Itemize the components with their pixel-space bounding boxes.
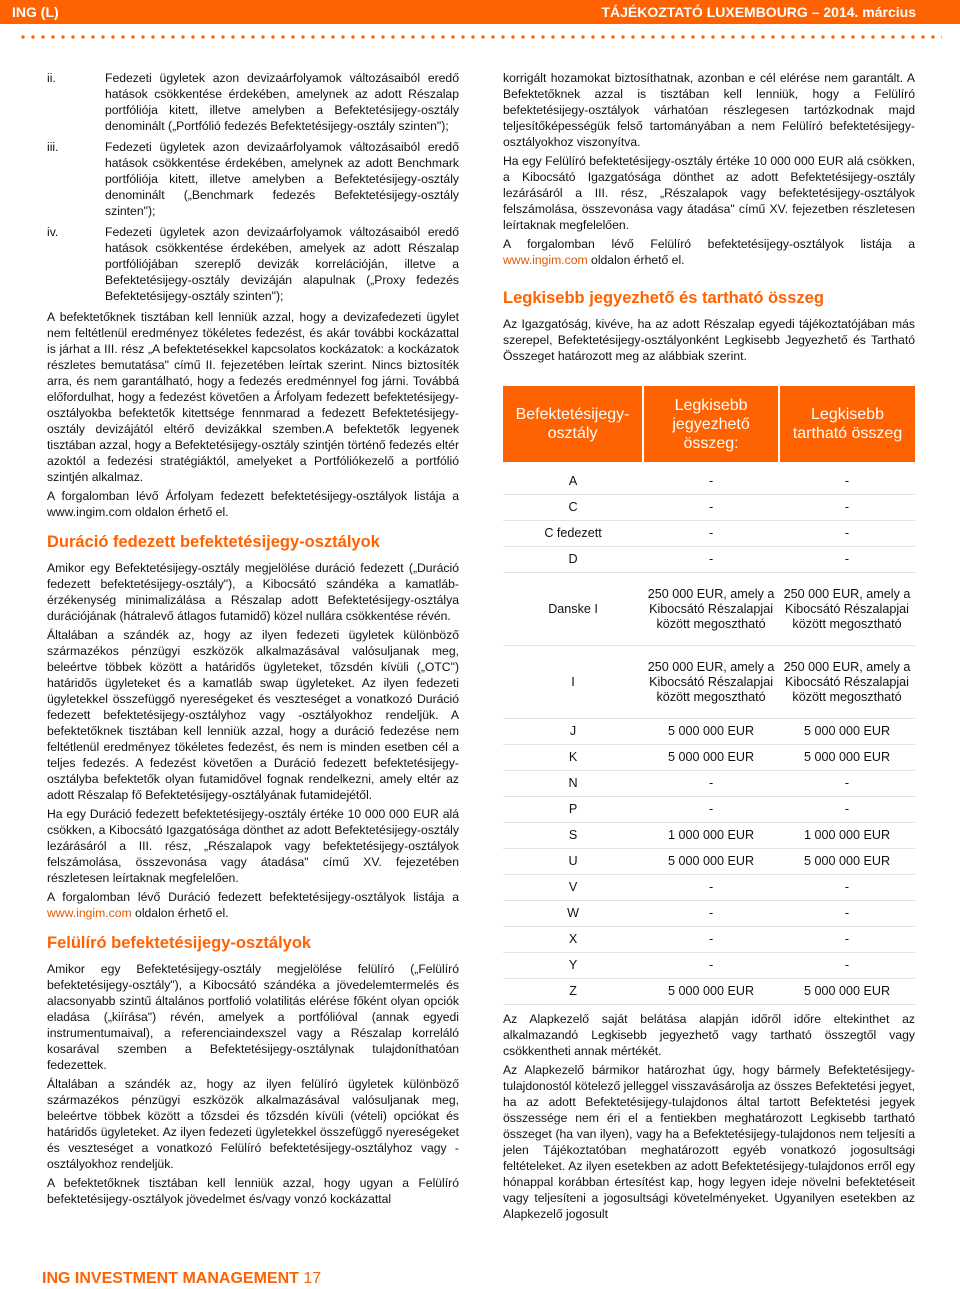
cell-holding: - [779,901,915,927]
paragraph: A forgalomban lévő Árfolyam fedezett befektetésijegy-osztályok listája a www.ingim.com oldalon érhető el. [47,489,459,519]
paragraph-text: A forgalomban lévő Duráció fedezett befektetésijegy-osztályok listája a [47,890,459,904]
cell-holding: 5 000 000 EUR [779,849,915,875]
cell-holding: 1 000 000 EUR [779,823,915,849]
cell-class: I [503,646,643,719]
cell-class: W [503,901,643,927]
column-header-subscription: Legkisebb jegyezhető összeg: [643,386,779,462]
cell-class: X [503,927,643,953]
paragraph: A befektetőknek tisztában kell lenniük azzal, hogy a devizafedezeti ügylet nem feltétlenül eredményez tökéletes fedezést, és akár további kockázattal is járhat a III. rész „A befektetésekkel kapcsolatos kockázatok: a kockázatok részletes bemutatása" című II. fejezetében leírtak szerint. Nincs biztosíték arra, és nem garantálható, hogy a fedezés eredménnyel fog járni. Továbbá előfordulhat, hogy a fedezést követően a Árfolyam fedezett befektetésijegy-osztályokba befektetők kitettsége fennmarad a fedezett Befektetésijegy-osztály devizájától eltérő devizákkal szemben.A befektetők legyenek tisztában azzal, hogy a Befektetésijegy-osztály szintjén történő fedezés eltér azoktól a fedezési stratégiáktól, amelyeket a Portfóliókezelő a portfólió szintjén alkalmaz. [47,310,459,484]
table-row [503,521,915,547]
header-right: TÁJÉKOZTATÓ LUXEMBOURG – 2014. március [601,4,916,20]
cell-holding: - [779,953,915,979]
table-row [503,823,915,849]
cell-class: N [503,771,643,797]
cell-holding: - [779,875,915,901]
paragraph [503,236,915,268]
table-row [503,495,915,521]
section-heading-minimum: Legkisebb jegyezhető és tartható összeg [503,289,824,307]
left-column [47,70,459,1210]
cell-subscription: - [643,495,779,521]
paragraph-text: oldalon érhető el. [131,906,229,920]
cell-subscription: 5 000 000 EUR [643,719,779,745]
paragraph: Az Igazgatóság, kivéve, ha az adott Részalap egyedi tájékoztatójában más szerepel, Befektetésijegy-osztályonként Legkisebb Jegyezhető és Tartható Összeget határozott meg az alábbiak szerint. [503,317,915,363]
footer [42,1270,321,1288]
footer-brand: ING INVESTMENT MANAGEMENT [42,1270,299,1287]
cell-holding: - [779,927,915,953]
cell-class: C fedezett [503,521,643,547]
cell-class: Z [503,979,643,1005]
cell-class: J [503,719,643,745]
list-item [47,139,459,219]
cell-class: D [503,547,643,573]
table-row [503,573,915,646]
paragraph: Általában a szándék az, hogy az ilyen fedezeti ügyletek különböző származékos pénzügyi eszközök alkalmazásával valósuljanak meg, beleértve többek között a határidős ügyleteket, tőzsdén kívüli („OTC") határidős ügyleteket és a kamatláb swap ügyleteket. Az ilyen fedezeti ügyletekkel összefüggő nyereségeket és veszteséget a vonatkozó Duráció fedezett befektetésijegy-osztályhoz vagy -osztályokhoz rendeljük. A befektetőknek tisztában kell lenniük azzal, hogy a duráció fedezése nem feltétlenül eredményez tökéletes fedezést, és nem is minden esetben cél a teljes fedezés. A fedezést követően a Duráció fedezett befektetésijegy-osztályba befektetők olyan futamidővel fognak rendelkezni, amely eltér az adott Részalap fő Befektetésijegy-osztályának futamidejétől. [47,628,459,802]
cell-subscription: - [643,927,779,953]
cell-subscription: - [643,521,779,547]
paragraph: Általában a szándék az, hogy az ilyen felülíró ügyletek különböző származékos pénzügyi eszközök alkalmazásával valósuljanak meg, beleértve többek között a tőzsdei és tőzsdén kívüli (vételi) opciókat és határidős ügyleteket. Az ilyen fedezeti ügyletekkel összefüggő nyereségeket és veszteséget a vonatkozó Felülíró befektetésijegy-osztályhoz vagy -osztályokhoz rendeljük. [47,1077,459,1171]
cell-class: A [503,462,643,495]
cell-holding: - [779,797,915,823]
table-row [503,719,915,745]
cell-class: S [503,823,643,849]
list-item-number: iii. [47,140,59,154]
header-left: ING (L) [12,4,59,20]
table-body [503,462,915,1005]
cell-class: U [503,849,643,875]
cell-subscription: - [643,771,779,797]
cell-subscription: 250 000 EUR, amely a Kibocsátó Részalapjai között megosztható [643,646,779,719]
cell-class: K [503,745,643,771]
paragraph: Ha egy Felülíró befektetésijegy-osztály értéke 10 000 000 EUR alá csökken, a Kibocsátó Igazgatósága dönthet az adott Befektetésijegy-osztály lezárásáról a III. rész, „Részalapok vagy befektetésijegy-osztályok felszámolása, összevonása vagy átadása" című XV. fejezetben részletesen leírtaknak megfelelően. [503,154,915,232]
cell-class: V [503,875,643,901]
section-heading-duration: Duráció fedezett befektetésijegy-osztályok [47,533,380,551]
cell-subscription: - [643,547,779,573]
right-column [503,70,915,1225]
table-row [503,953,915,979]
cell-holding: - [779,547,915,573]
cell-class: Danske I [503,573,643,646]
paragraph [47,889,459,921]
cell-subscription: 250 000 EUR, amely a Kibocsátó Részalapjai között megosztható [643,573,779,646]
table-row [503,646,915,719]
table-row [503,927,915,953]
list-item-text: Fedezeti ügyletek azon devizaárfolyamok változásaiból eredő hatások csökkentése érdekében, amelynek az adott Részalap portfóliója kitett, illetve amelyben a Befektetésijegy-osztály denominált („Portfólió fedezés Befektetésijegy-osztály szinten"); [105,71,459,133]
cell-subscription: 5 000 000 EUR [643,979,779,1005]
cell-class: Y [503,953,643,979]
cell-holding: 5 000 000 EUR [779,719,915,745]
cell-holding: - [779,495,915,521]
paragraph: Ha egy Duráció fedezett befektetésijegy-osztály értéke 10 000 000 EUR alá csökken, a Kibocsátó Igazgatósága dönthet az adott Befektetésijegy-osztály lezárásáról a III. rész, „Részalapok vagy befektetésijegy-osztályok felszámolása, összevonása vagy átadása" című XV. fejezetében részletesen leírtaknak megfelelően. [47,807,459,885]
paragraph: Az Alapkezelő saját belátása alapján időről időre eltekinthet az alkalmazandó Legkisebb jegyezhető vagy tartható összegtől vagy csökkentheti annak mértékét. [503,1012,915,1058]
column-header-holding: Legkisebb tartható összeg [779,386,915,462]
cell-class: C [503,495,643,521]
cell-subscription: - [643,797,779,823]
column-header-class: Befektetésijegy-osztály [503,386,643,462]
cell-subscription: 1 000 000 EUR [643,823,779,849]
cell-holding: 5 000 000 EUR [779,979,915,1005]
ingim-link[interactable]: www.ingim.com [47,906,132,920]
cell-holding: - [779,462,915,495]
cell-holding: 250 000 EUR, amely a Kibocsátó Részalapjai között megosztható [779,573,915,646]
list-item-text: Fedezeti ügyletek azon devizaárfolyamok változásaiból eredő hatások csökkentése érdekében, amelynek az adott Benchmark portfóliója kitett, illetve amelyben a Befektetésijegy-osztály denominált („Benchmark fedezés Befektetésijegy-osztály szinten"); [105,140,459,218]
list-item-text: Fedezeti ügyletek azon devizaárfolyamok változásaiból eredő hatások csökkentése érdekében, amelyek az adott Részalap portfóliójában szereplő devizák korrelációján, illetve a Befektetésijegy-osztály devizáján alapulnak („Proxy fedezés Befektetésijegy-osztály szinten"); [105,225,459,303]
header-bar [0,0,960,24]
table-row [503,771,915,797]
table-row [503,745,915,771]
cell-holding: 250 000 EUR, amely a Kibocsátó Részalapjai között megosztható [779,646,915,719]
cell-holding: 5 000 000 EUR [779,745,915,771]
cell-subscription: - [643,875,779,901]
list-item [47,70,459,134]
list-item [47,224,459,304]
table-row [503,849,915,875]
list-item-number: ii. [47,71,56,85]
paragraph-text: oldalon érhető el. [587,253,685,267]
table-row [503,979,915,1005]
list-item-number: iv. [47,225,59,239]
table-row [503,875,915,901]
cell-subscription: - [643,462,779,495]
minimum-amount-table [503,386,915,1005]
ingim-link[interactable]: www.ingim.com [503,253,588,267]
section-heading-overwriting: Felülíró befektetésijegy-osztályok [47,934,312,952]
cell-holding: - [779,771,915,797]
paragraph: korrigált hozamokat biztosíthatnak, azonban e cél elérése nem garantált. A Befektetőknek azzal is tisztában kell lenniük, hogy a Felülíró befektetésijegy-osztályok várhatóan részlegesen tartózkodnak majd teljesítőképességük felső tartományában a nem Felülíró befektetésijegy-osztályokhoz viszonyítva. [503,71,915,149]
paragraph-text: A forgalomban lévő Felülíró befektetésijegy-osztályok listája a [503,237,915,251]
cell-subscription: - [643,953,779,979]
table-row [503,462,915,495]
paragraph: Amikor egy Befektetésijegy-osztály megjelölése felülíró („Felülíró befektetésijegy-osztály"), a Kibocsátó szándéka a jövedelemtermelés és alacsonyabb szintű általános portfolió volatilitás elérése főként olyan opciók eladása („kiírása") révén, amelyek a portfólióval (annak egyedi instrumentumaival), a referenciaindexszel vagy a Részalap korreláló kosarával szemben a Befektetésijegy-osztálynak tulajdoníthatóan fedezettek. [47,962,459,1072]
table-header-row [503,386,915,462]
table-row [503,901,915,927]
table-row [503,797,915,823]
cell-subscription: 5 000 000 EUR [643,849,779,875]
paragraph: A befektetőknek tisztában kell lenniük azzal, hogy ugyan a Felülíró befektetésijegy-osztályok jövedelmet és/vagy vonzó kockázattal [47,1176,459,1206]
page-number: 17 [303,1270,322,1287]
cell-holding: - [779,521,915,547]
dotted-separator [18,34,942,40]
cell-class: P [503,797,643,823]
table-row [503,547,915,573]
cell-subscription: 5 000 000 EUR [643,745,779,771]
paragraph: Amikor egy Befektetésijegy-osztály megjelölése duráció fedezett („Duráció fedezett befektetésijegy-osztály"), a Kibocsátó szándéka a kamatláb-érzékenység minimalizálása a Részalap adott Befektetésijegy-osztálya durációjának (hátralevő átlagos futamidő) közel nullára csökkentése révén. [47,561,459,623]
cell-subscription: - [643,901,779,927]
paragraph: Az Alapkezelő bármikor határozhat úgy, hogy bármely Befektetésijegy-tulajdonostól kötelező jelleggel visszavásárolja az összes Befektetési jegyet, ha az adott Befektetésijegy-tulajdonos által tartott Befektetési jegyek összessége nem éri el a fentiekben meghatározott Legkisebb tartható összeget (ha van ilyen), vagy ha a Befektetésijegy-tulajdonos nem teljesíti a jelen Tájékoztatóban meghatározott egyéb vonatkozó jogosultsági feltételeket. Az ilyen esetekben az adott Befektetésijegy-tulajdonos erről egy hónappal korábban értesítést kap, hogy legyen ideje növelni befektetéseit vagy teljesíteni a jogosultsági követelményeket. Ugyanilyen esetekben az Alapkezelő jogosult [503,1063,915,1221]
